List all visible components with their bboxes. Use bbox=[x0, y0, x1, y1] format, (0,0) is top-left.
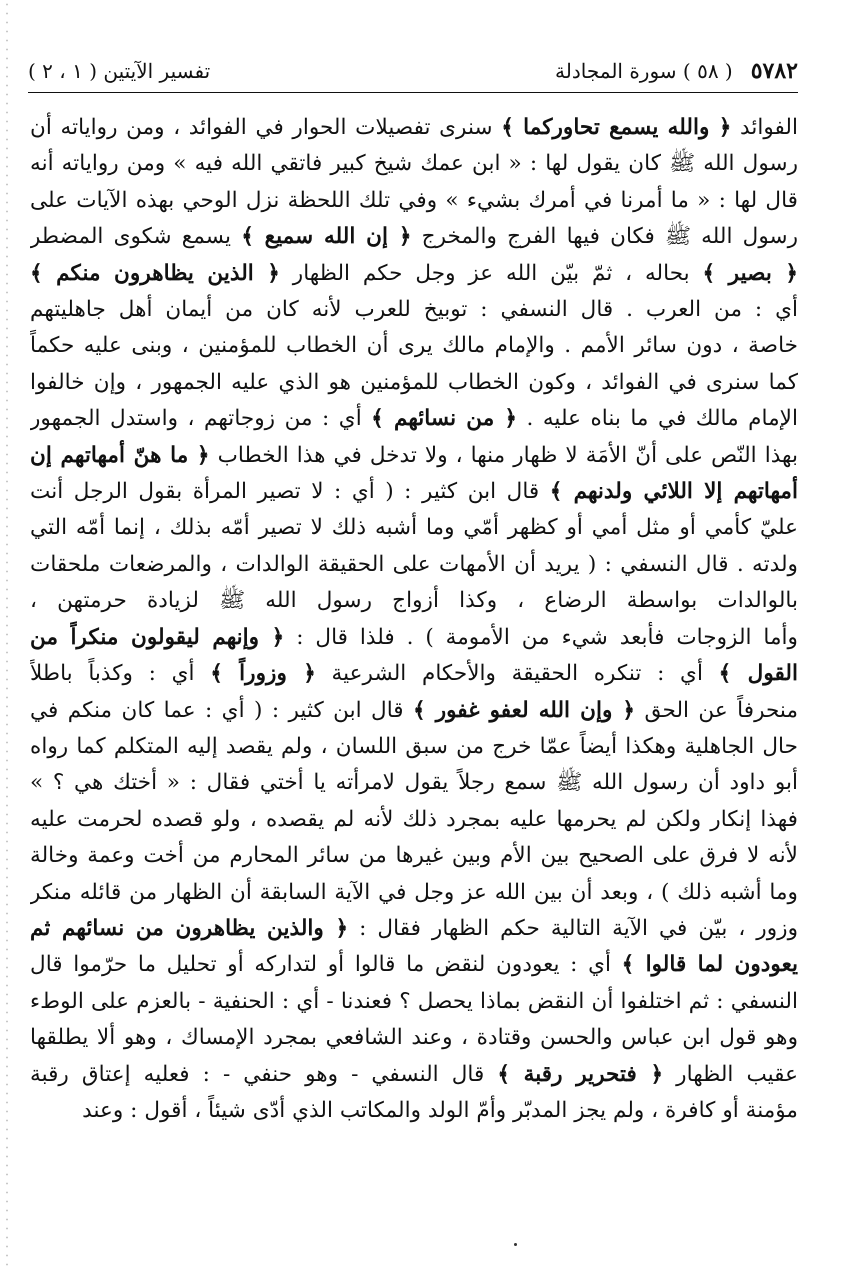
quran-verse: ﴿ وزوراً ﴾ bbox=[210, 661, 316, 687]
text-segment: فهذا إنكار ولكن لم يحرمها عليه بمجرد ذلك لأنه لم يقصده ، ولو قصده لحرمت عليه bbox=[30, 806, 798, 832]
text-line bbox=[30, 583, 798, 619]
text-segment: أي : من العرب . قال النسفي : توبيخ للعرب لأنه كان من أيمان أهل جاهليتهم bbox=[30, 297, 798, 323]
text-segment: أي : يعودون لنقض ما قالوا أو لتداركه أو تحليل ما حرّموا قال bbox=[30, 952, 622, 978]
text-line bbox=[30, 1020, 798, 1056]
quran-verse: أمهاتهم إلا اللائي ولدنهم ﴾ bbox=[549, 479, 798, 505]
text-segment: ولدته . قال النسفي : ( يريد أن الأمهات على الحقيقة الوالدات ، والمرضعات ملحقات bbox=[30, 551, 798, 577]
text-segment: بهذا النّص على أنّ الأمَة لا ظهار منها ، ولا تدخل في هذا الخطاب bbox=[209, 442, 798, 468]
page-number: ٥٧٨٢ bbox=[750, 58, 798, 84]
text-segment: بحاله ، ثمّ بيّن الله عز وجل حكم الظهار bbox=[279, 260, 703, 286]
text-line bbox=[30, 947, 798, 983]
text-segment: عقيب الظهار bbox=[663, 1061, 798, 1087]
text-segment: وهو قول ابن عباس والحسن وقتادة ، وعند الشافعي بمجرد الإمساك ، وهو ألا يطلقها bbox=[30, 1025, 798, 1051]
text-line bbox=[30, 984, 798, 1020]
text-line bbox=[30, 510, 798, 546]
quran-verse: ﴿ الذين يظاهرون منكم ﴾ bbox=[30, 260, 280, 286]
text-segment: وما أشبه ذلك ) ، وبعد أن بين الله عز وجل في الآية السابقة أن الظهار من قائله منكر bbox=[30, 879, 798, 905]
quran-verse: ﴿ ما هنّ أمهاتهم إن bbox=[30, 442, 210, 468]
quran-verse: ﴿ والذين يظاهرون من نسائهم ثم bbox=[30, 915, 349, 941]
text-segment: أبو داود أن رسول الله ﷺ سمع رجلاً يقول لامرأته يا أختي فقال : « أختك هي ؟ » bbox=[30, 770, 798, 796]
text-segment: بالوالدات بواسطة الرضاع ، وكذا أزواج رسول الله ﷺ لزيادة حرمتهن ، bbox=[30, 588, 798, 614]
text-segment: أي : وكذباً باطلاً bbox=[30, 661, 211, 687]
text-segment: قال النسفي - وهو حنفي - : فعليه إعتاق رقبة bbox=[30, 1061, 498, 1087]
text-line bbox=[30, 474, 798, 510]
surah-label: ( ٥٨ ) سورة المجادلة bbox=[555, 59, 733, 83]
text-line bbox=[30, 1057, 798, 1093]
text-line bbox=[30, 1093, 798, 1129]
text-segment: رسول الله ﷺ كان يقول لها : « ابن عمك شيخ كبير فاتقي الله فيه » ومن رواياته أنه bbox=[30, 151, 798, 177]
section-title: تفسير الآيتين ( ١ ، ٢ ) bbox=[28, 59, 211, 83]
text-segment: أي : تنكره الحقيقة والأحكام الشرعية bbox=[315, 661, 719, 687]
text-segment: خاصة ، دون سائر الأمم . والإمام مالك يرى أن الخطاب للمؤمنين ، وبنى عليه حكماً bbox=[30, 333, 798, 359]
quran-verse: ﴿ إن الله سميع ﴾ bbox=[241, 224, 412, 250]
text-segment: عليّ كأمي أو مثل أمي أو كظهر أمّي وما أشبه ذلك لا تصير أمّه بذلك ، إنما أمّه التي bbox=[30, 515, 798, 541]
header-rule bbox=[28, 92, 798, 93]
text-line bbox=[30, 547, 798, 583]
text-segment: الفوائد bbox=[731, 115, 798, 140]
text-line bbox=[30, 765, 798, 801]
text-line bbox=[30, 620, 798, 656]
quran-verse: ﴿ وإن الله لعفو غفور ﴾ bbox=[413, 697, 636, 723]
quran-verse: القول ﴾ bbox=[718, 661, 798, 687]
text-line bbox=[30, 693, 798, 729]
text-segment: حال الجاهلية وهكذا أيضاً عمّا خرج من سبق اللسان ، ولم يقصد إليه المتكلم كما رواه bbox=[30, 733, 798, 759]
text-segment: سنرى تفصيلات الحوار في الفوائد ، ومن رواياته أن bbox=[30, 115, 502, 140]
text-segment: رسول الله ﷺ فكان فيها الفرج والمخرج bbox=[411, 224, 798, 250]
text-segment: أي : من زوجاتهم ، واستدل الجمهور bbox=[30, 406, 372, 432]
text-segment: يسمع شكوى المضطر bbox=[30, 224, 242, 250]
text-line bbox=[30, 146, 798, 182]
text-line bbox=[30, 875, 798, 911]
text-segment: الإمام مالك في ما بناه عليه . bbox=[517, 406, 798, 432]
text-segment: النسفي : ثم اختلفوا أن النقض بماذا يحصل ؟ فعندنا - أي : الحنفية - بالعزم على الوطء bbox=[30, 988, 798, 1014]
header-right-group bbox=[555, 58, 798, 84]
quran-verse: ﴿ من نسائهم ﴾ bbox=[371, 406, 518, 432]
text-line bbox=[30, 328, 798, 364]
text-segment: منحرفاً عن الحق bbox=[635, 697, 798, 723]
text-segment: لأنه لا فرق على الصحيح بين الأم وبين غيرها من سائر المحارم من أخت وعمة وخالة bbox=[30, 843, 798, 869]
text-segment: قال ابن كثير : ( أي : عما كان منكم في bbox=[30, 697, 413, 723]
page-header bbox=[28, 52, 798, 90]
text-segment: قال لها : « ما أمرنا في أمرك بشيء » وفي تلك اللحظة نزل الوحي بهذه الآيات على bbox=[30, 187, 798, 213]
text-segment: كما سنرى في الفوائد ، وكون الخطاب للمؤمنين هو الذي عليه الجمهور ، وإن خالفوا bbox=[30, 369, 798, 395]
page-mark bbox=[514, 1243, 517, 1246]
text-segment: مؤمنة أو كافرة ، ولم يجز المدبّر وأمّ الولد والمكاتب الذي أدّى شيئاً ، أقول : وعند bbox=[82, 1097, 798, 1123]
text-line bbox=[30, 183, 798, 219]
text-segment: وزور ، بيّن في الآية التالية حكم الظهار فقال : bbox=[348, 915, 798, 941]
text-line bbox=[30, 110, 798, 146]
text-line bbox=[30, 729, 798, 765]
quran-verse: ﴿ فتحرير رقبة ﴾ bbox=[497, 1061, 664, 1087]
text-line bbox=[30, 911, 798, 947]
text-line bbox=[30, 401, 798, 437]
text-line bbox=[30, 256, 798, 292]
text-line bbox=[30, 438, 798, 474]
text-line bbox=[30, 219, 798, 255]
text-line bbox=[30, 838, 798, 874]
text-segment: وأما الزوجات فأبعد شيء من الأمومة ) . فلذا قال : bbox=[284, 624, 798, 650]
quran-verse: ﴿ بصير ﴾ bbox=[702, 260, 798, 286]
tafsir-text bbox=[30, 110, 798, 1129]
quran-verse: يعودون لما قالوا ﴾ bbox=[621, 952, 798, 978]
text-segment: قال ابن كثير : ( أي : لا تصير المرأة بقول الرجل أنت bbox=[30, 479, 550, 505]
text-line bbox=[30, 292, 798, 328]
page-edge-dots bbox=[6, 0, 8, 1270]
quran-verse: ﴿ وإنهم ليقولون منكراً من bbox=[30, 624, 285, 650]
text-line bbox=[30, 656, 798, 692]
quran-verse: ﴿ والله يسمع تحاوركما ﴾ bbox=[501, 115, 732, 140]
text-line bbox=[30, 365, 798, 401]
text-line bbox=[30, 802, 798, 838]
